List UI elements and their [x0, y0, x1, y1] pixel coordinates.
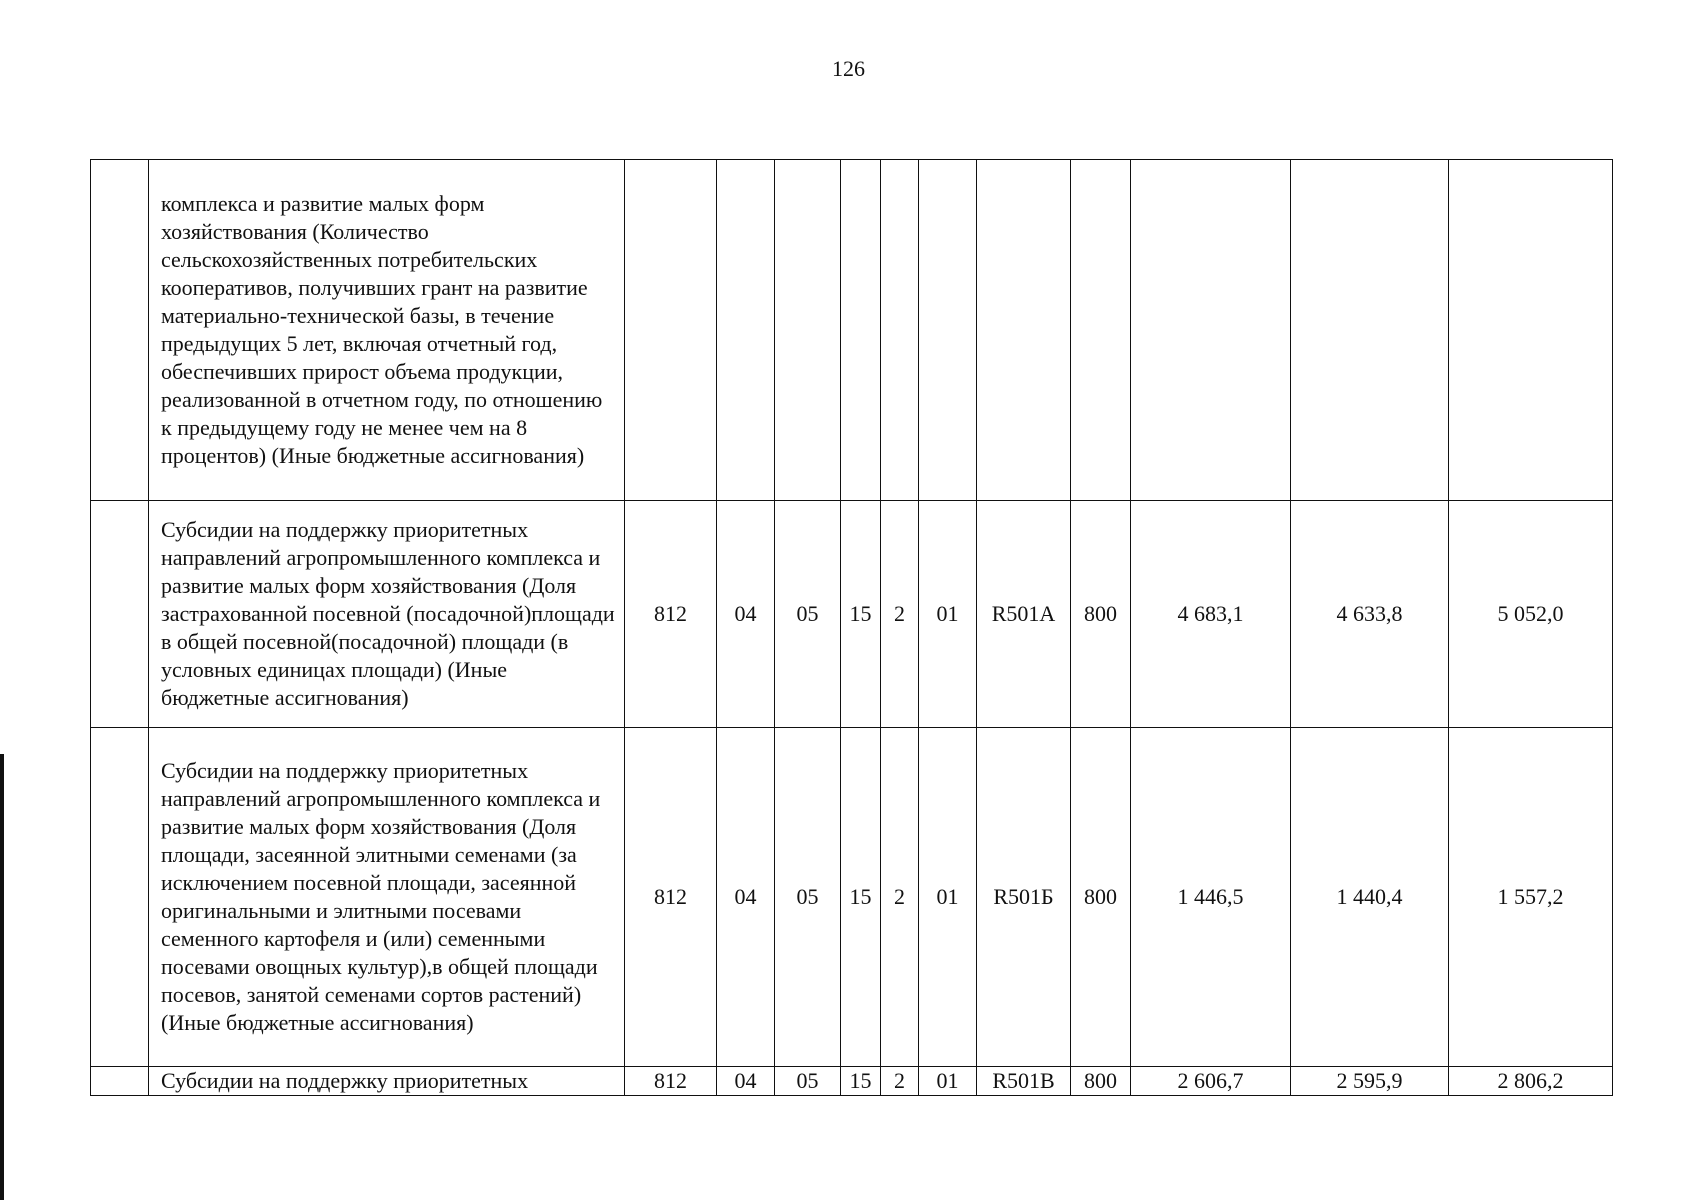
table-row	[91, 160, 1613, 501]
ministry-code-cell: 812	[625, 501, 717, 728]
expense-type-cell: 800	[1071, 728, 1131, 1067]
subsection-code-cell	[775, 160, 841, 501]
description-cell: комплекса и развитие малых форм хозяйствования (Количество сельскохозяйственных потребительских кооперативов, получивших грант на развитие материально-технической базы, в течение предыдущих 5 лет, включая отчетный год, обеспечивших прирост объема продукции, реализованной в отчетном году, по отношению к предыдущему году не менее чем на 8 процентов) (Иные бюджетные ассигнования)	[149, 160, 625, 501]
section-code-cell: 04	[717, 1067, 775, 1096]
amount-year1-cell: 2 606,7	[1131, 1067, 1291, 1096]
section-code-cell	[717, 160, 775, 501]
amount-year2-cell: 2 595,9	[1291, 1067, 1449, 1096]
subprogram-code-cell	[881, 160, 919, 501]
page-number: 126	[832, 56, 865, 81]
measure-code-cell	[919, 160, 977, 501]
measure-code-cell: 01	[919, 501, 977, 728]
row-number-cell	[91, 501, 149, 728]
expense-type-cell: 800	[1071, 1067, 1131, 1096]
program-code-cell: 15	[841, 501, 881, 728]
amount-year2-cell	[1291, 160, 1449, 501]
row-number-cell	[91, 728, 149, 1067]
subprogram-code-cell: 2	[881, 1067, 919, 1096]
table-row	[91, 728, 1613, 1067]
amount-year1-cell	[1131, 160, 1291, 501]
measure-code-cell: 01	[919, 728, 977, 1067]
subsection-code-cell: 05	[775, 501, 841, 728]
ministry-code-cell: 812	[625, 1067, 717, 1096]
ministry-code-cell: 812	[625, 728, 717, 1067]
amount-year1-cell: 1 446,5	[1131, 728, 1291, 1067]
direction-code-cell: R501В	[977, 1067, 1071, 1096]
subprogram-code-cell: 2	[881, 728, 919, 1067]
amount-year3-cell: 1 557,2	[1449, 728, 1613, 1067]
expense-type-cell: 800	[1071, 501, 1131, 728]
direction-code-cell: R501А	[977, 501, 1071, 728]
measure-code-cell: 01	[919, 1067, 977, 1096]
program-code-cell: 15	[841, 1067, 881, 1096]
subsection-code-cell: 05	[775, 1067, 841, 1096]
section-code-cell: 04	[717, 728, 775, 1067]
description-cell: Субсидии на поддержку приоритетных направлений агропромышленного комплекса и развитие малых форм хозяйствования (Доля площади, засеянной элитными семенами (за исключением посевной площади, засеянной оригинальными и элитными посевами семенного картофеля и (или) семенными посевами овощных культур),в общей площади посевов, занятой семенами сортов растений) (Иные бюджетные ассигнования)	[149, 728, 625, 1067]
program-code-cell: 15	[841, 728, 881, 1067]
amount-year3-cell: 5 052,0	[1449, 501, 1613, 728]
section-code-cell: 04	[717, 501, 775, 728]
row-number-cell	[91, 160, 149, 501]
table-row	[91, 1067, 1613, 1096]
amount-year2-cell: 4 633,8	[1291, 501, 1449, 728]
direction-code-cell	[977, 160, 1071, 501]
amount-year3-cell	[1449, 160, 1613, 501]
scan-edge-bar	[0, 754, 4, 1200]
subprogram-code-cell: 2	[881, 501, 919, 728]
description-cell: Субсидии на поддержку приоритетных	[149, 1067, 625, 1096]
program-code-cell	[841, 160, 881, 501]
amount-year3-cell: 2 806,2	[1449, 1067, 1613, 1096]
row-number-cell	[91, 1067, 149, 1096]
ministry-code-cell	[625, 160, 717, 501]
amount-year1-cell: 4 683,1	[1131, 501, 1291, 728]
amount-year2-cell: 1 440,4	[1291, 728, 1449, 1067]
budget-table	[90, 159, 1613, 1096]
table-row	[91, 501, 1613, 728]
expense-type-cell	[1071, 160, 1131, 501]
description-cell: Субсидии на поддержку приоритетных направлений агропромышленного комплекса и развитие малых форм хозяйствования (Доля застрахованной посевной (посадочной)площади в общей посевной(посадочной) площади (в условных единицах площади) (Иные бюджетные ассигнования)	[149, 501, 625, 728]
direction-code-cell: R501Б	[977, 728, 1071, 1067]
subsection-code-cell: 05	[775, 728, 841, 1067]
